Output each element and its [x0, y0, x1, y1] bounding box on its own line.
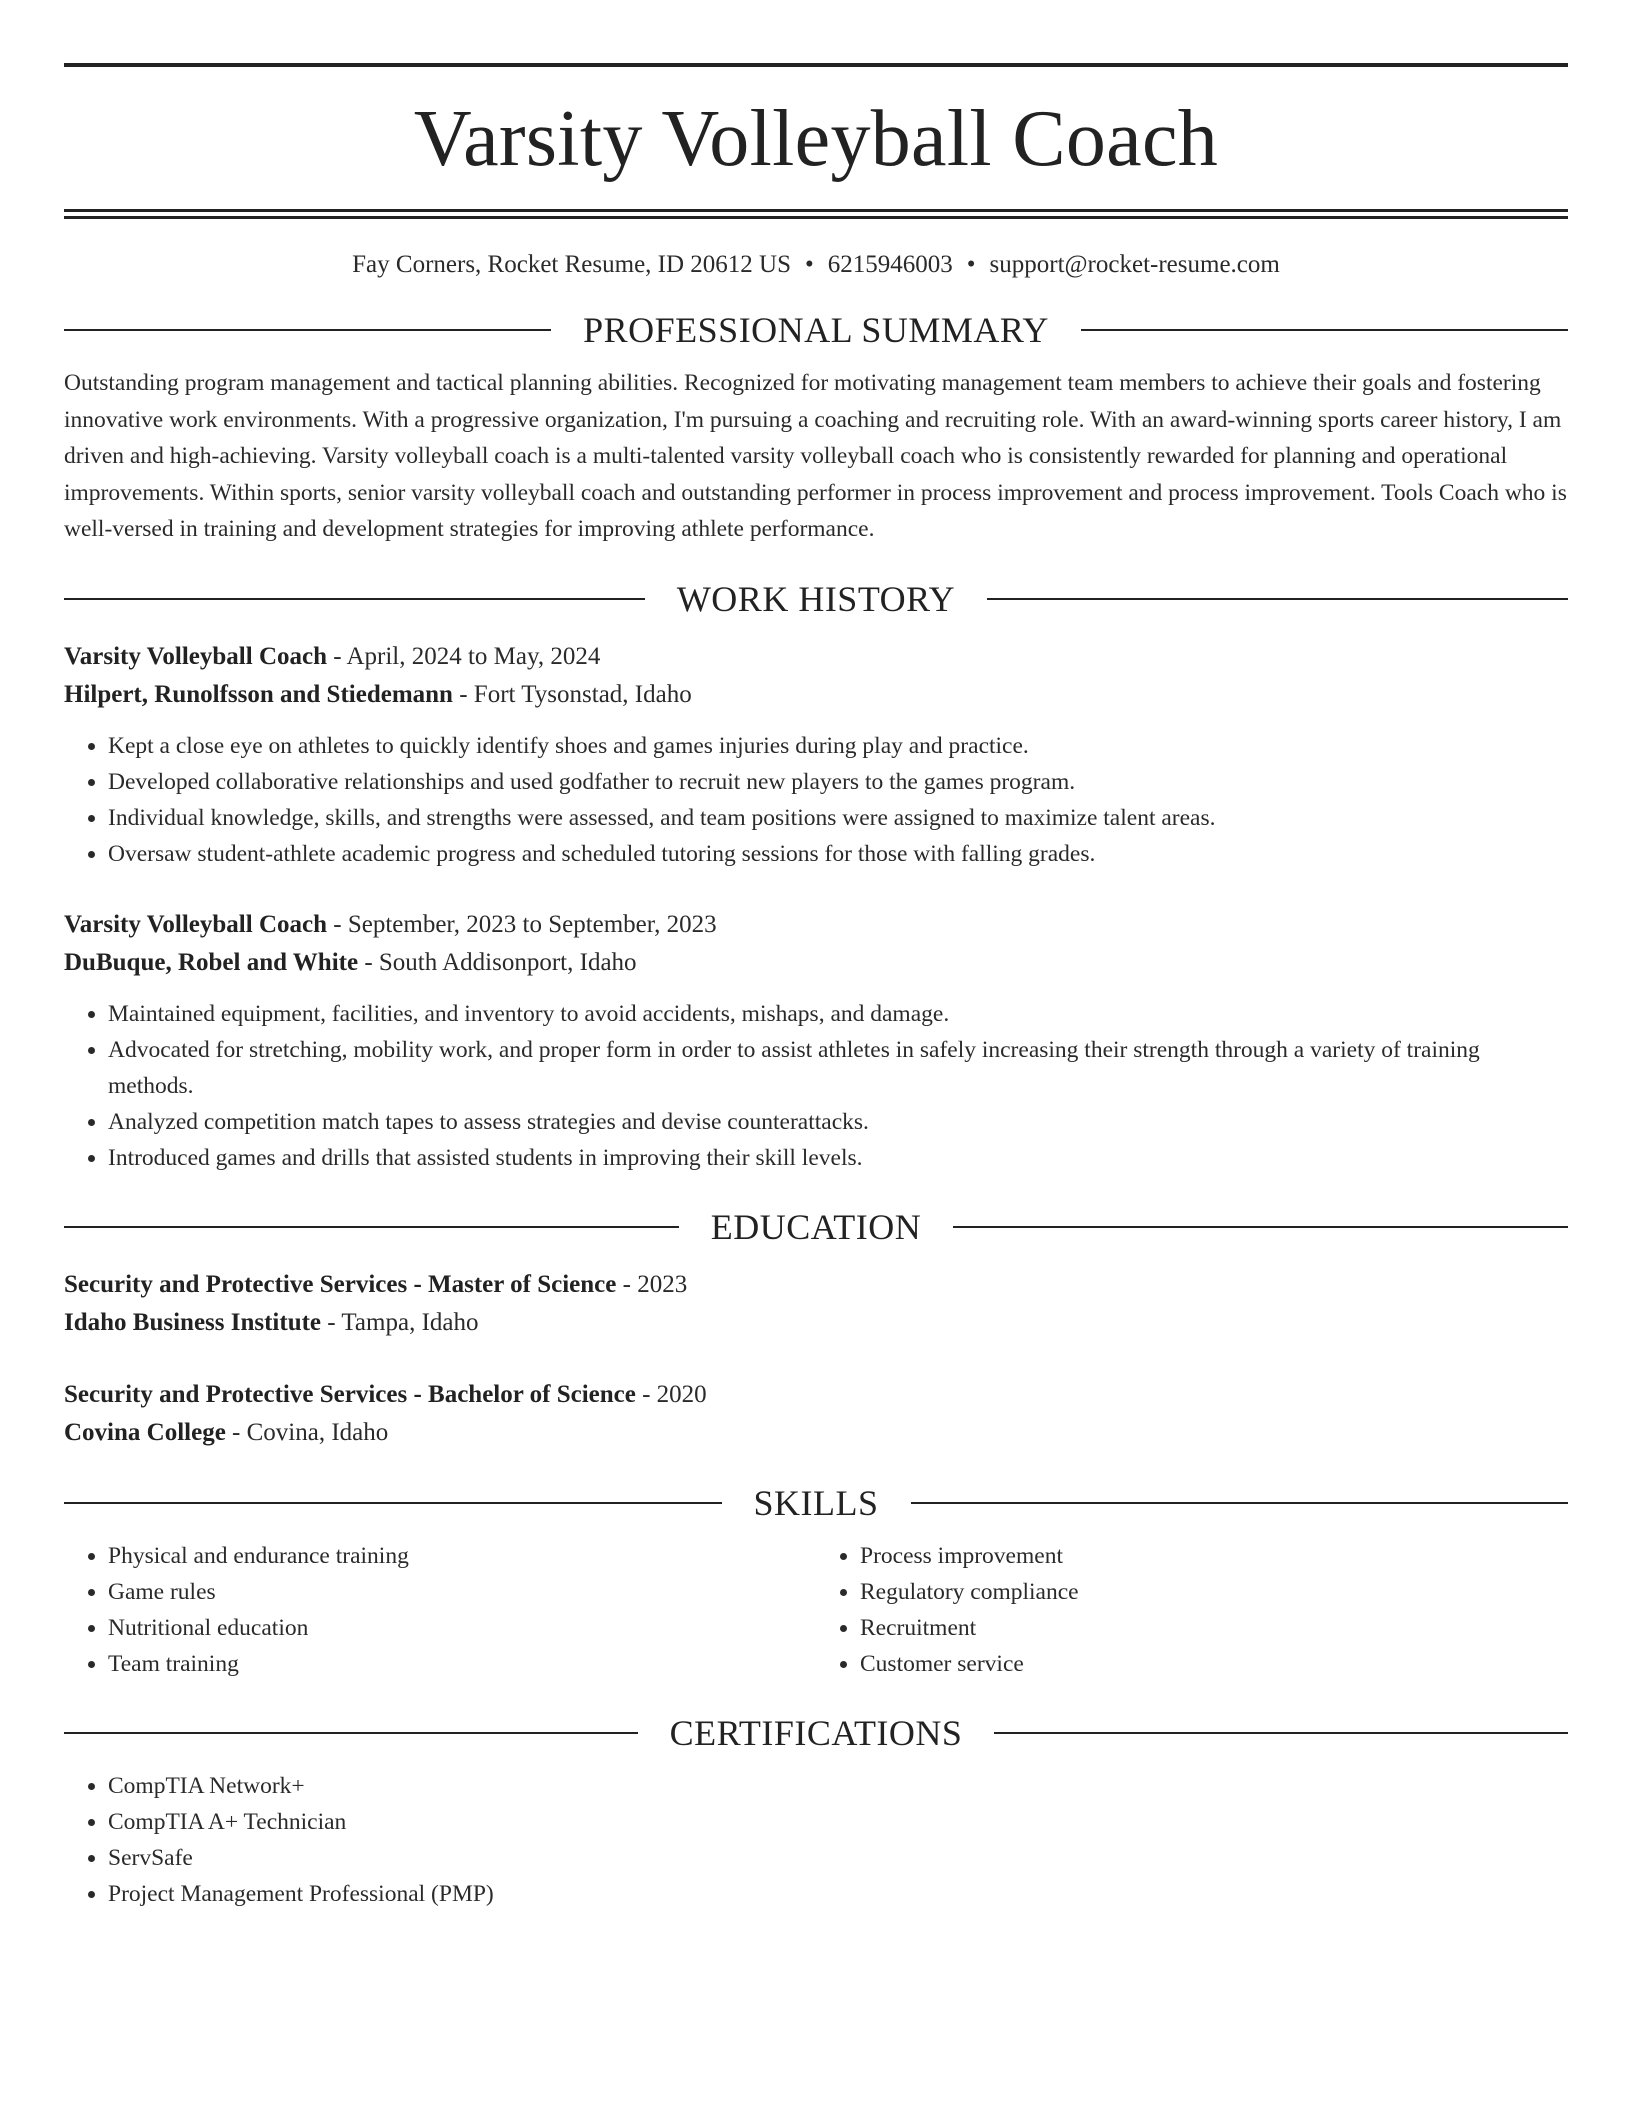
summary-text: Outstanding program management and tactical planning abilities. Recognized for motivating management team members to achieve their goals and fostering innovative work environments. With a progressive organization, I'm pursuing a coaching and recruiting role. With an award-winning sports career history, I am driven and high-achieving. Varsity volleyball coach is a multi-talented varsity volleyball coach who is consistently rewarded for planning and operational improvements. Within sports, senior varsity volleyball coach and outstanding performer in process improvement and process improvement. Tools Coach who is well-versed in training and development strategies for improving athlete performance. [64, 370, 1567, 542]
contact-separator: • [966, 251, 976, 278]
job-company-line [64, 944, 1568, 982]
section-title-skills: SKILLS [753, 1482, 879, 1523]
skills-grid [64, 1538, 1568, 1682]
title-double-rule [64, 209, 1568, 219]
heading-rule-left [64, 598, 645, 600]
heading-rule-right [911, 1502, 1569, 1504]
section-title-certifications: CERTIFICATIONS [669, 1712, 963, 1753]
skill-item: • Process improvement [860, 1538, 1568, 1574]
heading-rule-right [953, 1226, 1568, 1228]
job-bullet: • Analyzed competition match tapes to assess strategies and devise counterattacks. [108, 1104, 1568, 1140]
education-year: - 2020 [635, 1380, 707, 1408]
job-bullet: • Developed collaborative relationships and used godfather to recruit new players to the games program. [108, 764, 1568, 800]
job-location: - South Addisonport, Idaho [358, 948, 637, 976]
section-title-education: EDUCATION [710, 1206, 922, 1247]
job-bullets [64, 996, 1568, 1176]
job-entry [64, 906, 1568, 1176]
skill-item: • Physical and endurance training [108, 1538, 816, 1574]
skills-list-right [816, 1538, 1568, 1682]
job-title: Varsity Volleyball Coach [64, 642, 328, 670]
education-entry [64, 1266, 1568, 1342]
contact-email: support@rocket-resume.com [989, 251, 1280, 278]
contact-address: Fay Corners, Rocket Resume, ID 20612 US [352, 251, 791, 278]
job-dates: - September, 2023 to September, 2023 [327, 910, 717, 938]
skill-item: • Recruitment [860, 1610, 1568, 1646]
job-title-line [64, 906, 1568, 944]
education-degree-line [64, 1266, 1568, 1304]
job-location: - Fort Tysonstad, Idaho [452, 680, 692, 708]
skill-item: • Customer service [860, 1646, 1568, 1682]
education-degree-line [64, 1376, 1568, 1414]
job-dates: - April, 2024 to May, 2024 [327, 642, 601, 670]
education-location: - Covina, Idaho [225, 1418, 389, 1446]
heading-rule-left [64, 1502, 722, 1504]
heading-rule-left [64, 329, 551, 331]
certification-item: • CompTIA Network+ [108, 1768, 1568, 1804]
contact-line [64, 251, 1568, 279]
job-bullet: • Oversaw student-athlete academic progress and scheduled tutoring sessions for those with falling grades. [108, 836, 1568, 872]
job-entry [64, 638, 1568, 872]
contact-phone: 6215946003 [827, 251, 953, 278]
section-heading-certifications [64, 1712, 1568, 1754]
section-heading-summary [64, 309, 1568, 351]
resume-title: Varsity Volleyball Coach [413, 95, 1219, 183]
section-title-summary: PROFESSIONAL SUMMARY [583, 310, 1049, 350]
education-school-line [64, 1304, 1568, 1342]
skills-list-left [64, 1538, 816, 1682]
heading-rule-right [1081, 329, 1568, 331]
section-heading-work-history [64, 578, 1568, 620]
job-company: DuBuque, Robel and White [64, 948, 359, 976]
job-company-line [64, 676, 1568, 714]
section-title-work-history: WORK HISTORY [676, 578, 956, 619]
heading-rule-left [64, 1226, 679, 1228]
education-degree: Security and Protective Services - Bachelor of Science [64, 1380, 636, 1408]
heading-rule-left [64, 1732, 638, 1734]
education-year: - 2023 [616, 1270, 688, 1298]
job-bullet: • Introduced games and drills that assisted students in improving their skill levels. [108, 1140, 1568, 1176]
heading-rule-right [994, 1732, 1568, 1734]
certification-item: • CompTIA A+ Technician [108, 1804, 1568, 1840]
certification-item: • Project Management Professional (PMP) [108, 1876, 1568, 1912]
top-rule [64, 63, 1568, 67]
education-location: - Tampa, Idaho [321, 1308, 479, 1336]
education-school: Idaho Business Institute [64, 1308, 322, 1336]
job-title-line [64, 638, 1568, 676]
skill-item: • Regulatory compliance [860, 1574, 1568, 1610]
education-entry [64, 1376, 1568, 1452]
education-degree: Security and Protective Services - Master of Science [64, 1270, 617, 1298]
job-bullet: • Individual knowledge, skills, and strengths were assessed, and team positions were assigned to maximize talent areas. [108, 800, 1568, 836]
heading-rule-right [987, 598, 1568, 600]
certification-item: • ServSafe [108, 1840, 1568, 1876]
skill-item: • Nutritional education [108, 1610, 816, 1646]
education-school-line [64, 1414, 1568, 1452]
contact-separator: • [805, 251, 814, 278]
education-school: Covina College [64, 1418, 226, 1446]
job-title: Varsity Volleyball Coach [64, 910, 328, 938]
skill-item: • Game rules [108, 1574, 816, 1610]
section-heading-education [64, 1206, 1568, 1248]
job-company: Hilpert, Runolfsson and Stiedemann [64, 680, 453, 708]
section-heading-skills [64, 1482, 1568, 1524]
job-bullet: • Kept a close eye on athletes to quickly identify shoes and games injuries during play and practice. [108, 728, 1568, 764]
job-bullets [64, 728, 1568, 872]
job-bullet: • Maintained equipment, facilities, and inventory to avoid accidents, mishaps, and damage. [108, 996, 1568, 1032]
certifications-list [64, 1768, 1568, 1912]
skill-item: • Team training [108, 1646, 816, 1682]
job-bullet: • Advocated for stretching, mobility work, and proper form in order to assist athletes in safely increasing their strength through a variety of training methods. [108, 1032, 1568, 1104]
